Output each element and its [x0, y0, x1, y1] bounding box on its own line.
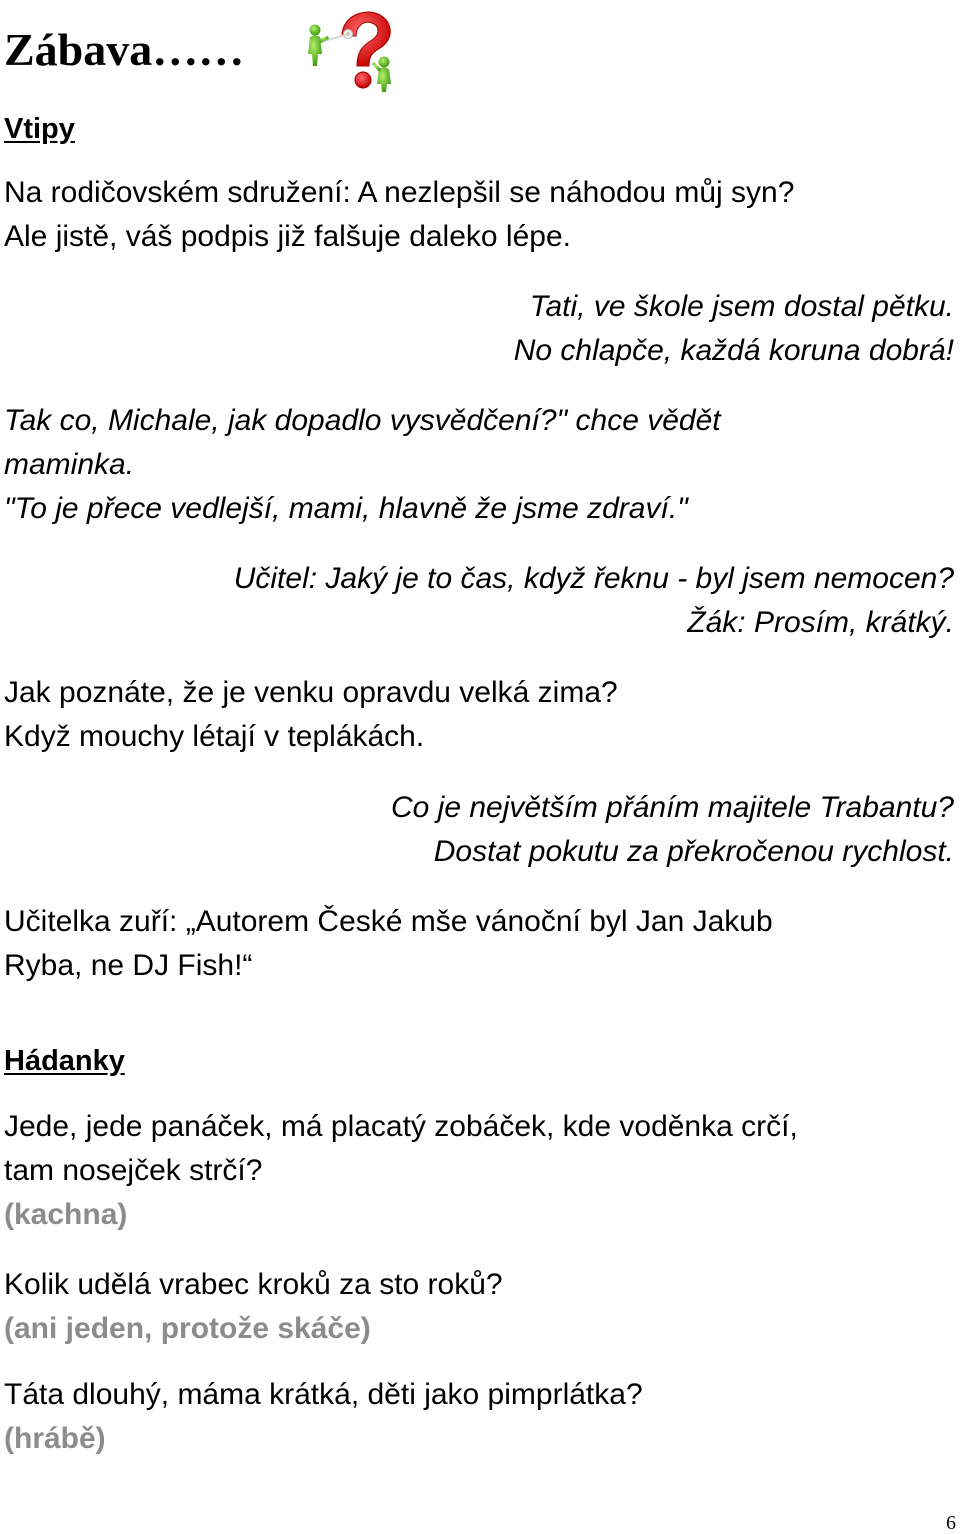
joke-2-line-1: Tati, ve škole jsem dostal pětku. — [529, 290, 954, 323]
joke-5-line-1: Jak poznáte, že je venku opravdu velká zima? — [4, 676, 618, 709]
riddle-2-answer: (ani jeden, protože skáče) — [4, 1312, 371, 1345]
page-title: Zábava…… — [4, 24, 245, 75]
section-heading-riddles: Hádanky — [4, 1045, 125, 1077]
joke-3-line-3: "To je přece vedlejší, mami, hlavně že jsme zdraví." — [4, 492, 688, 525]
question-mark-figures-icon — [298, 6, 402, 92]
riddle-3-answer: (hrábě) — [4, 1422, 106, 1455]
riddle-3-line-1: Táta dlouhý, máma krátká, děti jako pimprlátka? — [4, 1378, 643, 1411]
joke-2-line-2: No chlapče, každá koruna dobrá! — [513, 334, 954, 367]
joke-7-line-2: Ryba, ne DJ Fish!“ — [4, 949, 253, 982]
riddle-1-line-1: Jede, jede panáček, má placatý zobáček, kde voděnka crčí, — [4, 1110, 798, 1143]
joke-6-line-1: Co je největším přáním majitele Trabantu? — [390, 791, 954, 824]
riddle-1-line-2: tam nosejček strčí? — [4, 1154, 263, 1187]
joke-1-line-2: Ale jistě, váš podpis již falšuje daleko lépe. — [4, 220, 571, 253]
page-number: 6 — [946, 1512, 956, 1534]
joke-5-line-2: Když mouchy létají v teplákách. — [4, 720, 425, 753]
joke-6-line-2: Dostat pokutu za překročenou rychlost. — [433, 835, 954, 868]
joke-3-line-2: maminka. — [4, 448, 135, 481]
riddle-1-answer: (kachna) — [4, 1198, 128, 1231]
section-heading-jokes: Vtipy — [4, 113, 75, 145]
riddle-2-line-1: Kolik udělá vrabec kroků za sto roků? — [4, 1268, 503, 1301]
joke-4-line-1: Učitel: Jaký je to čas, když řeknu - byl jsem nemocen? — [233, 562, 954, 595]
joke-3-line-1: Tak co, Michale, jak dopadlo vysvědčení?" chce vědět — [4, 404, 721, 437]
joke-1-line-1: Na rodičovském sdružení: A nezlepšil se náhodou můj syn? — [4, 176, 795, 209]
joke-7-line-1: Učitelka zuří: „Autorem České mše vánoční byl Jan Jakub — [4, 905, 773, 938]
joke-4-line-2: Žák: Prosím, krátký. — [687, 606, 954, 639]
